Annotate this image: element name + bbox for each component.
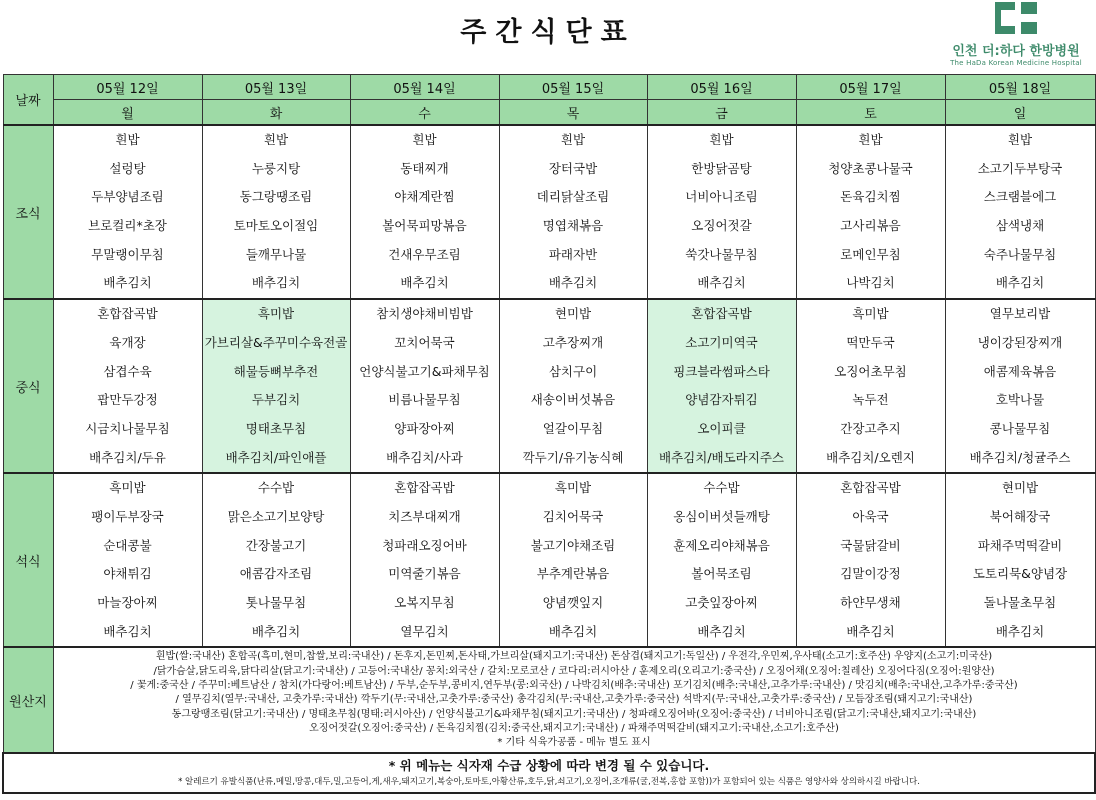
menu-item: 미역줄기볶음: [388, 566, 461, 582]
menu-item: 흑미밥: [852, 306, 889, 322]
menu-item: 배추김치: [400, 275, 449, 291]
menu-item: 흑미밥: [554, 480, 592, 496]
menu-item: 데리닭살조림: [536, 189, 610, 205]
menu-item: 호박나물: [995, 392, 1045, 408]
day-weekday: 수: [350, 100, 499, 126]
menu-item: 볼어묵조림: [691, 566, 752, 582]
menu-item: 오복지무침: [394, 595, 455, 610]
meal-day-cell: [53, 473, 202, 647]
menu-item: 배추김치: [697, 623, 746, 639]
menu-item: 혼합잡곡밥: [97, 306, 158, 322]
menu-item: 흰밥: [1007, 132, 1033, 147]
menu-item: 혼합잡곡밥: [394, 480, 455, 496]
weekly-menu-table: [2, 74, 1096, 794]
day-date: 05월 13일: [202, 75, 350, 100]
menu-item: 마늘장아찌: [97, 595, 158, 610]
menu-item: 배추김치: [995, 623, 1045, 639]
notice-main: * 위 메뉴는 식자재 수급 상황에 따라 변경 될 수 있습니다.: [388, 758, 710, 774]
menu-item: 청파래오징어바: [382, 537, 467, 553]
menu-item: 흰밥: [858, 132, 883, 147]
menu-item: 시금치나물무침: [85, 420, 170, 436]
origin-line: * 기타 식육가공품 - 메뉴 별도 표시: [497, 737, 651, 749]
menu-item: 수수밥: [703, 480, 740, 496]
menu-item: 배추김치/청귤주스: [969, 449, 1071, 465]
menu-item: 배추김치/배도라지주스: [659, 449, 784, 465]
menu-item: 스크램블에그: [983, 189, 1057, 205]
date-label: 날짜: [3, 75, 53, 126]
menu-item: 삼색냉채: [995, 218, 1045, 234]
menu-item: 볼어묵피망볶음: [382, 218, 467, 234]
menu-item: 야채계란찜: [394, 189, 455, 205]
day-date: 05월 12일: [53, 75, 202, 100]
meal-row: [3, 473, 1095, 647]
menu-item: 두부양념조림: [91, 189, 164, 205]
menu-item: 혼합잡곡밥: [691, 306, 752, 322]
menu-item: 팝만두강정: [97, 392, 158, 408]
origin-line: 동그랑땡조림(닭고기:국내산) / 명태초무침(명태:러시아산) / 언양식불고기&파채무침(돼지고기:국내산) / 청파래오징어바(오징어:중국산) / 너비아니조림(닭고기:국내산,돼지고기:국내산): [171, 708, 977, 720]
menu-item: 도토리묵&양념장: [972, 566, 1068, 582]
menu-item: 흰밥: [115, 132, 140, 147]
origin-line: / 열무김치(열무:국내산, 고춧가루:국내산) 깍두기(무:국내산,고춧가루:중국산) 총각김치(무:국내산,고춧가루:중국산) 석박지(무:국내산,고춧가루:중국산) / 모듬장조림(돼지고기:국내산): [175, 694, 973, 706]
menu-item: 흰밥: [709, 132, 734, 147]
menu-item: 삼치구이: [548, 363, 598, 379]
menu-item: 북어해장국: [989, 508, 1051, 524]
menu-item: 수수밥: [257, 480, 295, 496]
day-weekday: 화: [202, 100, 350, 126]
meal-day-cell: [945, 299, 1095, 473]
menu-item: 동그랑땡조림: [239, 189, 313, 205]
menu-item: 야채튀김: [103, 566, 152, 582]
menu-item: 장터국밥: [548, 160, 598, 176]
menu-item: 명엽채볶음: [542, 218, 604, 234]
meal-day-cell: [499, 125, 647, 299]
menu-item: 배추김치/두유: [89, 449, 166, 465]
day-date: 05월 15일: [499, 75, 647, 100]
menu-item: 설렁탕: [109, 160, 146, 176]
menu-item: 양념감자튀김: [685, 392, 758, 408]
day-date: 05월 14일: [350, 75, 499, 100]
day-weekday: 금: [647, 100, 796, 126]
menu-item: 흑미밥: [109, 480, 146, 496]
menu-item: 참치생야채비빔밥: [376, 306, 473, 322]
menu-item: 훈제오리야채볶음: [673, 537, 770, 553]
meal-day-cell: [796, 125, 945, 299]
meal-day-cell: [647, 473, 796, 647]
menu-item: 고춧잎장아찌: [685, 595, 758, 610]
menu-item: 배추김치: [103, 275, 152, 291]
day-weekday: 토: [796, 100, 945, 126]
meal-day-cell: [202, 125, 350, 299]
menu-item: 로메인무침: [840, 246, 901, 262]
menu-item: 청양초콩나물국: [828, 160, 913, 176]
menu-item: 간장고추지: [840, 420, 901, 436]
menu-item: 배추김치: [548, 623, 598, 639]
menu-item: 육개장: [109, 334, 146, 350]
menu-item: 숙주나물무침: [983, 246, 1057, 262]
meal-row: [3, 299, 1095, 473]
menu-item: 배추김치: [995, 275, 1045, 291]
menu-item: 간장불고기: [245, 537, 307, 553]
menu-item: 배추김치: [846, 623, 895, 639]
menu-item: 파래자반: [548, 246, 598, 262]
menu-item: 흰밥: [412, 132, 437, 147]
menu-item: 토마토오이절임: [233, 218, 319, 234]
meal-day-cell: [796, 299, 945, 473]
menu-item: 흰밥: [263, 132, 289, 147]
menu-item: 하얀무생채: [840, 595, 901, 610]
menu-item: 배추김치/오렌지: [826, 449, 915, 465]
menu-item: 배추김치/사과: [386, 449, 463, 465]
hospital-logo: [946, 2, 1086, 67]
day-weekday: 목: [499, 100, 647, 126]
meal-label: 조식: [3, 125, 53, 299]
menu-item: 누룽지탕: [251, 160, 301, 176]
menu-item: 고추장찌개: [542, 334, 604, 350]
meal-label: 석식: [3, 473, 53, 647]
meal-day-cell: [647, 125, 796, 299]
menu-item: 양념깻잎지: [542, 595, 604, 610]
menu-item: 양파장아찌: [394, 420, 455, 436]
notice-row: [3, 753, 1095, 793]
menu-item: 고사리볶음: [840, 218, 901, 234]
menu-item: 명태초무침: [245, 420, 307, 436]
menu-item: 흑미밥: [257, 306, 295, 322]
menu-item: 부추계란볶음: [536, 566, 610, 582]
menu-item: 혼합잡곡밥: [840, 480, 901, 496]
menu-item: 냉이강된장찌개: [977, 334, 1063, 350]
menu-item: 쑥갓나물무침: [685, 246, 758, 262]
origin-line: 오징어젓갈(오징어:중국산) / 돈육김치찜(김치:중국산,돼지고기:국내산) / 파채주먹떡갈비(돼지고기:국내산,소고기:호주산): [309, 722, 839, 734]
menu-item: 동태찌개: [400, 160, 449, 176]
hospital-logo-icon: [993, 2, 1039, 34]
day-weekday: 일: [945, 100, 1095, 126]
notice-cell: [3, 753, 1095, 793]
menu-item: 열무김치: [400, 623, 449, 639]
menu-item: 비름나물무침: [388, 392, 461, 408]
menu-item: 김말이강정: [840, 566, 901, 582]
menu-item: 톳나물무침: [245, 595, 307, 610]
menu-item: 소고기두부탕국: [977, 160, 1063, 176]
menu-item: 두부김치: [251, 392, 301, 408]
menu-item: 배추김치: [251, 623, 301, 639]
menu-item: 해물등뼈부추전: [233, 363, 319, 379]
origin-line: /닭가슴살,닭도리육,닭다리살(닭고기:국내산) / 고등어:국내산/ 꽁치:외국산 / 갈치:모로코산 / 코다리:러시아산 / 훈제오리(오리고기:중국산) / 오징어채(오징어:칠레산) 오징어다짐(오징어:원양산): [153, 665, 995, 677]
page-title: 주간식단표: [460, 17, 636, 48]
menu-item: 녹두전: [852, 392, 889, 408]
menu-item: 콩나물무침: [989, 420, 1051, 436]
menu-item: 한방닭곰탕: [691, 160, 752, 176]
meal-day-cell: [350, 125, 499, 299]
menu-item: 애콤감자조림: [239, 566, 313, 582]
day-date: 05월 16일: [647, 75, 796, 100]
day-date: 05월 18일: [945, 75, 1095, 100]
menu-item: 배추김치: [697, 275, 746, 291]
menu-item: 김치어묵국: [542, 508, 604, 524]
menu-item: 새송이버섯볶음: [530, 392, 616, 408]
meal-row: [3, 125, 1095, 299]
menu-item: 삼겹수육: [103, 363, 152, 379]
menu-item: 아욱국: [852, 508, 889, 524]
menu-item: 나박김치: [846, 275, 895, 291]
date-row: [3, 75, 1095, 100]
menu-item: 오징어초무침: [834, 363, 907, 379]
meal-day-cell: [202, 299, 350, 473]
meal-day-cell: [945, 125, 1095, 299]
menu-item: 가브리살&주꾸미수육전골: [204, 334, 348, 350]
menu-item: 오이피클: [697, 420, 746, 436]
menu-item: 국물닭갈비: [840, 537, 901, 553]
meal-day-cell: [53, 299, 202, 473]
hospital-name-en: The HaDa Korean Medicine Hospital: [950, 59, 1082, 67]
menu-item: 현미밥: [1001, 480, 1039, 496]
hospital-name: 인천 더:하다 한방병원: [952, 44, 1080, 59]
menu-item: 흰밥: [560, 132, 586, 147]
weekday-row: [3, 100, 1095, 126]
menu-item: 꼬치어묵국: [394, 334, 455, 350]
menu-item: 떡만두국: [846, 334, 895, 350]
origin-line: 흰밥(쌀:국내산) 혼합곡(흑미,현미,찹쌀,보리:국내산) / 돈후지,돈민찌,돈사태,가브리살(돼지고기:국내산) 돈삼겹(돼지고기:독일산) / 우전각,우민찌,우사태(소고기:호주산) 우양지(소고기:미국산): [155, 651, 993, 663]
menu-item: 팽이두부장국: [91, 508, 164, 524]
menu-item: 치즈부대찌개: [388, 508, 461, 524]
origin-row: [3, 647, 1095, 753]
menu-item: 순대콩불: [103, 537, 152, 553]
meal-day-cell: [945, 473, 1095, 647]
menu-item: 브로컬리*초장: [88, 218, 167, 234]
menu-item: 언양식불고기&파채무침: [359, 363, 490, 379]
origin-line: / 꽃게:중국산 / 주꾸미:베트남산 / 참치(가다랑어:베트남산) / 두부,순두부,콩비지,연두부(콩:외국산) / 나박김치(배추:국내산) 포기김치(배추:국내산,고추가루:국내산) / 맛김치(배추:국내산,고추가루:중국산): [130, 679, 1018, 691]
menu-item: 오징어젓갈: [691, 218, 752, 234]
meal-day-cell: [796, 473, 945, 647]
menu-item: 들깨무나물: [245, 246, 307, 262]
meal-label: 중식: [3, 299, 53, 473]
menu-item: 파채주먹떡갈비: [977, 537, 1063, 553]
origin-label: 원산지: [3, 647, 53, 753]
meal-day-cell: [350, 473, 499, 647]
menu-item: 핑크블라썸파스타: [673, 363, 770, 379]
meal-day-cell: [202, 473, 350, 647]
menu-item: 열무보리밥: [989, 306, 1051, 322]
meal-day-cell: [350, 299, 499, 473]
menu-item: 깍두기/유기농식혜: [522, 449, 624, 465]
meal-day-cell: [499, 299, 647, 473]
menu-item: 배추김치/파인애플: [225, 449, 327, 465]
menu-item: 애콤제육볶음: [983, 363, 1057, 379]
menu-item: 불고기야채조림: [530, 537, 616, 553]
menu-item: 현미밥: [554, 306, 592, 322]
menu-item: 무말랭이무침: [91, 246, 164, 262]
menu-item: 건새우무조림: [388, 246, 461, 262]
menu-item: 돈육김치찜: [840, 189, 901, 205]
menu-item: 너비아니조림: [685, 189, 758, 205]
menu-item: 소고기미역국: [685, 334, 758, 350]
menu-item: 배추김치: [548, 275, 598, 291]
day-date: 05월 17일: [796, 75, 945, 100]
menu-item: 배추김치: [251, 275, 301, 291]
menu-item: 얼갈이무침: [542, 420, 604, 436]
day-weekday: 월: [53, 100, 202, 126]
meal-day-cell: [53, 125, 202, 299]
menu-item: 맑은소고기보양탕: [227, 508, 325, 524]
meal-day-cell: [647, 299, 796, 473]
origin-text: [53, 647, 1095, 753]
menu-item: 돌나물초무침: [983, 595, 1057, 610]
meal-day-cell: [499, 473, 647, 647]
allergy-notice: * 알레르기 유발식품(난류,메밀,땅콩,대두,밀,고등어,게,새우,돼지고기,복숭아,토마토,아황산류,호두,닭,쇠고기,오징어,조개류(굴,전복,홍합 포함))가 포함되어 있는 식품은 영양사와 상의하시길 바랍니다.: [178, 777, 920, 788]
menu-item: 옹심이버섯들깨탕: [673, 508, 770, 524]
menu-item: 배추김치: [103, 623, 152, 639]
